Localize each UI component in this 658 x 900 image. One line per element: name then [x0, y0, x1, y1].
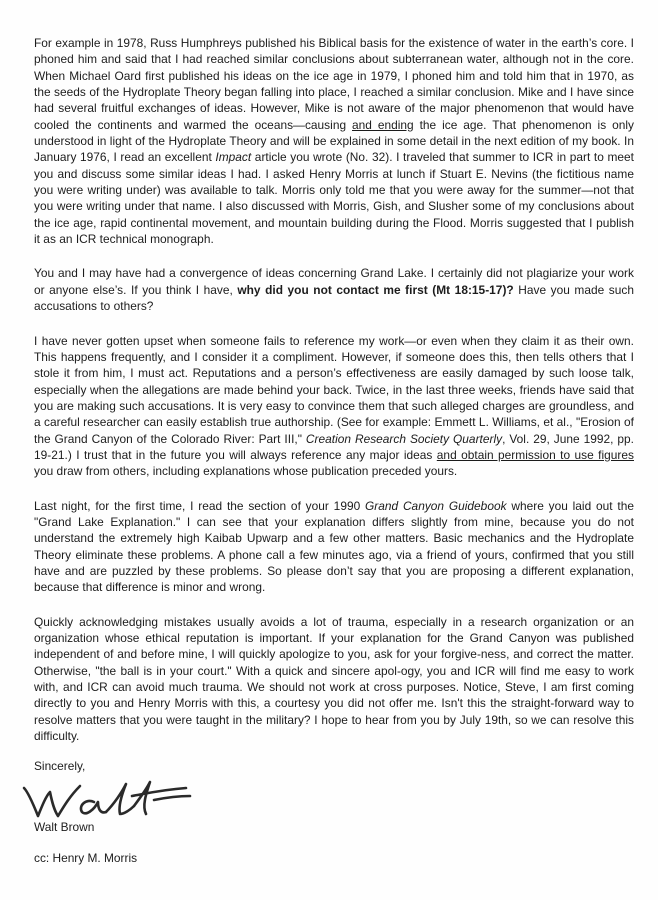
text-run: Last night, for the first time, I read the section of your 1990	[34, 498, 366, 513]
text-run: For example in 1978, Russ Humphreys published his Biblical basis for the existence of water in the earth’s core. I phoned him and said that I had reached similar conclusions about subterranean water, although not in the core. When Michael Oard first published his ideas on the ice age in 1979, I phoned him and told him that in 1970, as the seeds of the Hydroplate Theory began falling into place, I reached a similar conclusion. Mike and I have since had several fruitful exchanges of ideas. However, Mike is not aware of the major phenomenon that would have cooled the continents and warmed the oceans—causing	[34, 36, 634, 132]
cc-line: cc: Henry M. Morris	[34, 851, 138, 865]
paragraph-4	[34, 498, 634, 596]
italic-text: Grand Canyon Guidebook	[365, 498, 507, 513]
bold-text: why did you not contact me first (Mt 18:15-17)?	[237, 282, 514, 297]
signer-name: Walt Brown	[34, 820, 95, 834]
text-run: You and I may have had a convergence of ideas concerning Grand Lake. I certainly did not plagiarize your work or anyone else’s. If you think I have,	[34, 266, 634, 297]
italic-text: Creation Research Society Quarterly	[305, 431, 503, 446]
underlined-text: and ending	[352, 117, 414, 132]
text-run: Have you made such accusations to others?	[34, 282, 634, 314]
closing-salutation: Sincerely,	[34, 759, 86, 773]
italic-text: Impact	[215, 150, 252, 165]
text-run: Quickly acknowledging mistakes usually avoids a lot of trauma, especially in a research organization or an organization whose ethical reputation is important. If your explanation for the Grand Canyon was published independent of and before mine, I will quickly apologize to you, ask for your forgive-ness, and correct the matter. Otherwise, "the ball is in your court." With a quick and sincere apol-ogy, you and ICR will find me easy to work with, and ICR can avoid much trauma. We should not work at cross purposes. Notice, Steve, I am first coming directly to you and Henry Morris with this, a courtesy you did not offer me. Isn't this the straight-forward way to resolve matters that you were taught in the military? I hope to hear from you by July 19th, so we can resolve this difficulty.	[34, 614, 634, 744]
text-run: article you wrote (No. 32). I traveled that summer to ICR in part to meet you and discuss some similar ideas I had. I asked Henry Morris at lunch if Stuart E. Nevins (the fictitious name you were writing under) was available to talk. Morris only told me that you were away for the summer—not that you were writing under that name. I also discussed with Morris, Gish, and Slusher some of my conclusions about the ice age, rapid continental movement, and mountain building during the Flood. Morris suggested that I publish it as an ICR technical monograph.	[34, 150, 634, 247]
underlined-text: and obtain permission to use figures	[436, 447, 634, 462]
text-run: I have never gotten upset when someone fails to reference my work—or even when they claim it as their own. This happens frequently, and I consider it a compliment. However, if someone does this, then tells others that I stole it from him, I must act. Reputations and a person’s effectiveness are easily damaged by such loose talk, especially when the allegations are made behind your back. Twice, in the last three weeks, friends have said that you are making such accusations. It is very easy to convince them that such alleged charges are groundless, and a careful researcher can easily establish true authorship. (See for example: Emmett L. Williams, et al., "Erosion of the Grand Canyon of the Colorado River: Part III,"	[34, 333, 634, 446]
paragraph-1	[34, 35, 634, 247]
handwritten-signature	[14, 776, 194, 822]
text-run: the ice age. That phenomenon is only understood in light of the Hydroplate Theory and will be explained in some detail in the next edition of my book. In January 1976, I read an excellent	[34, 117, 634, 165]
paragraph-3	[34, 333, 634, 480]
text-run: where you laid out the "Grand Lake Explanation." I can see that your explanation differs slightly from mine, because you do not understand the extremely high Kaibab Upwarp and a few other matters. Basic mechanics and the Hydroplate Theory eliminate these problems. A phone call a few minutes ago, via a friend of yours, confirmed that you still have and are puzzled by these problems. So please don’t say that you are proposing a different explanation, because that difference is minor and wrong.	[34, 498, 634, 595]
text-run: you draw from others, including explanations whose publication preceded yours.	[34, 464, 458, 479]
text-run: , Vol. 29, June 1992, pp. 19-21.) I trust that in the future you will always reference any major ideas	[34, 431, 634, 462]
paragraph-5	[34, 614, 634, 745]
paragraph-2	[34, 265, 634, 314]
